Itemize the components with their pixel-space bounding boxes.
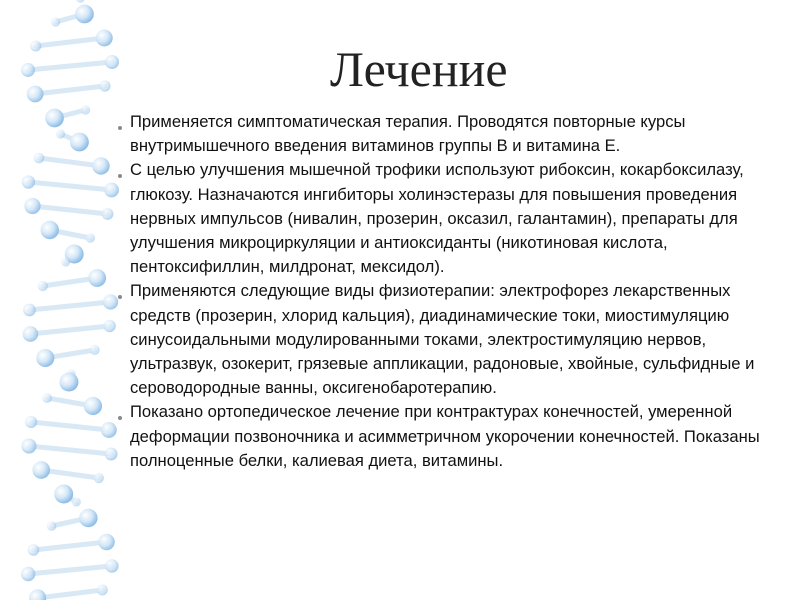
dna-bead — [27, 86, 44, 103]
dna-bead — [105, 559, 119, 573]
dna-bead — [23, 304, 36, 317]
paragraph-trophic — [118, 158, 778, 279]
paragraph-text: Применяется симптоматическая терапия. Проводятся повторные курсы внутримышечного введения витаминов группы В и витамина Е. — [130, 112, 686, 156]
paragraph-symptomatic — [118, 110, 778, 158]
dna-rung — [39, 158, 101, 166]
dna-bead — [90, 345, 100, 355]
dna-bead — [84, 397, 102, 415]
bullet-icon — [118, 416, 122, 420]
dna-bead — [56, 129, 65, 138]
paragraph-text: С целью улучшения мышечной трофики используют рибоксин, кокарбоксилазу, глюкозу. Назначаются ингибиторы холинэстеразы для повышения проведения нервных импульсов (нивалин, прозерин, оксазил, галантамин), препараты для улучшения микроциркуляции и антиоксиданты (никотиновая кислота, пентоксифиллин, милдронат, мексидол). — [130, 160, 744, 277]
dna-bead — [85, 233, 95, 243]
dna-bead — [29, 589, 46, 600]
dna-bead — [99, 80, 110, 91]
dna-bead — [36, 349, 54, 367]
dna-rung — [28, 182, 111, 190]
dna-bead — [76, 0, 85, 3]
content-list — [118, 110, 778, 473]
dna-bead — [103, 294, 118, 309]
dna-bead — [21, 567, 35, 581]
dna-bead — [103, 320, 115, 332]
dna-bead — [51, 17, 60, 26]
dna-bead — [45, 109, 64, 128]
dna-rung — [33, 542, 106, 550]
dna-rung — [32, 206, 107, 214]
dna-bead — [41, 221, 59, 239]
dna-bead — [88, 269, 106, 287]
dna-rung — [36, 38, 105, 46]
dna-bead — [22, 175, 35, 188]
dna-bead — [61, 257, 70, 266]
paragraph-physiotherapy — [118, 279, 778, 400]
dna-bead — [98, 534, 114, 550]
bullet-icon — [118, 174, 122, 178]
dna-rung — [35, 86, 105, 94]
dna-rung — [28, 566, 112, 574]
dna-bead — [34, 153, 45, 164]
dna-bead — [102, 208, 114, 220]
dna-bead — [21, 438, 36, 453]
dna-bead — [81, 105, 90, 114]
dna-rung — [28, 62, 112, 70]
bullet-icon — [118, 126, 122, 130]
dna-rung — [38, 590, 103, 598]
dna-rung — [29, 446, 111, 454]
paragraph-orthopedic — [118, 400, 778, 473]
dna-bead — [79, 509, 97, 527]
dna-bead — [96, 30, 113, 47]
dna-bead — [23, 326, 39, 342]
dna-bead — [75, 5, 94, 24]
dna-bead — [54, 485, 73, 504]
dna-bead — [72, 497, 81, 506]
dna-bead — [70, 133, 89, 152]
dna-bead — [94, 473, 104, 483]
dna-bead — [21, 63, 35, 77]
dna-bead — [30, 40, 41, 51]
dna-bead — [97, 585, 108, 596]
dna-bead — [38, 281, 48, 291]
dna-bead — [47, 521, 57, 531]
dna-bead — [92, 157, 109, 174]
dna-bead — [59, 373, 78, 392]
slide-title: Лечение — [330, 41, 508, 97]
paragraph-text: Применяются следующие виды физиотерапии: электрофорез лекарственных средств (прозерин, хлорид кальция), диадинамические токи, миостимуляцию синусоидальными модулированными токами, электростимуляцию нервов, ультразвук, озокерит, грязевые аппликации, радоновые, хвойные, сульфидные и сероводородные ванны, оксигенобаротерапию. — [130, 281, 755, 398]
dna-rung — [30, 326, 109, 334]
bullet-icon — [118, 295, 122, 299]
dna-bead — [105, 448, 118, 461]
dna-rung — [29, 302, 110, 310]
dna-bead — [28, 544, 40, 556]
paragraph-text: Показано ортопедическое лечение при контрактурах конечностей, умеренной деформации позвоночника и асимметричном укорочении конечностей. Показаны полноценные белки, калиевая диета, витамины. — [130, 402, 760, 470]
dna-bead — [101, 422, 117, 438]
dna-bead — [104, 183, 119, 198]
dna-bead — [24, 198, 40, 214]
dna-rung — [31, 422, 109, 430]
dna-bead — [105, 55, 119, 69]
dna-bead — [42, 393, 52, 403]
dna-bead — [25, 416, 37, 428]
dna-bead — [32, 461, 50, 479]
